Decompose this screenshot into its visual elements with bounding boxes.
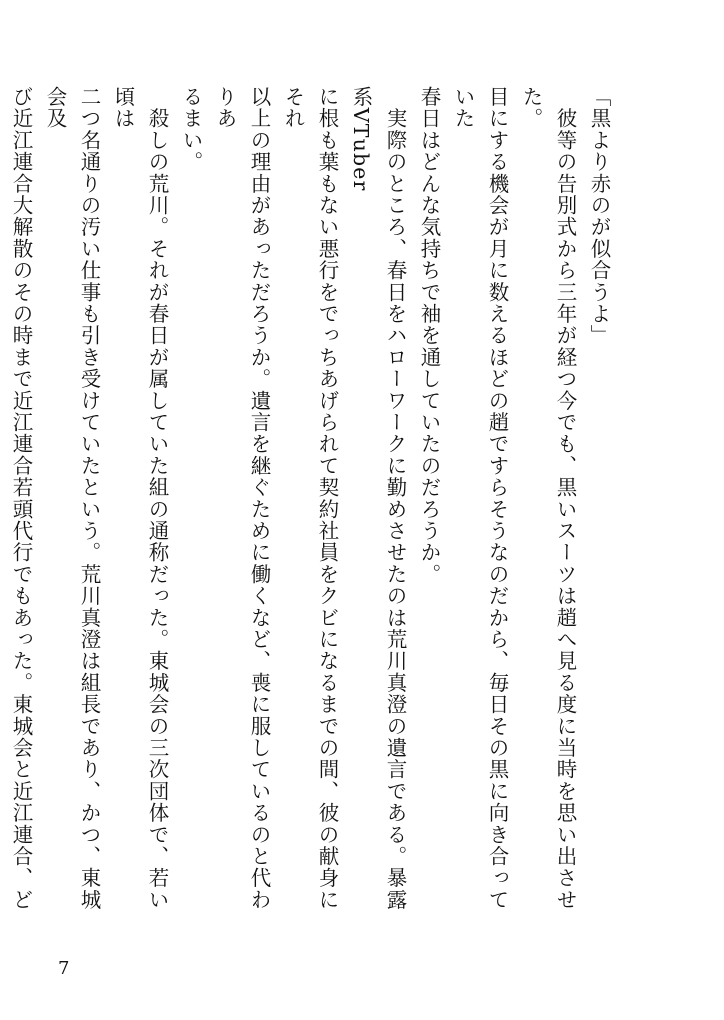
- vertical-text-body: [9, 86, 616, 926]
- paragraph-3: 殺しの荒川。それが春日が属していた組の通称だった。東城会の三次団体で、若い頃は 二つ名通りの汚い仕事も引き受けていたという。荒川真澄は組長であり、かつ、東城会及 び近江連合大解散のその時まで近江連合若頭代行でもあった。東城会と近江連合、ど: [9, 86, 169, 911]
- paragraph-dialogue: 「黒より赤のが似合うよ」: [587, 86, 611, 347]
- paragraph-1: 彼等の告別式から三年が経つ今でも、黒いスーツは趙へ見る度に当時を思い出させた。 目にする機会が月に数えるほどの趙ですらそうなのだから、毎日その黒に向き合っていた 春日はどんな気持ちで袖を通していたのだろうか。: [417, 86, 577, 911]
- page-number: 7: [58, 958, 70, 979]
- paragraph-2: 実際のところ、春日をハローワークに勤めさせたのは荒川真澄の遺言である。暴露系VTuber に根も葉もない悪行をでっちあげられて契約社員をクビになるまでの間、彼の献身にそれ 以上の理由があっただろうか。遺言を継ぐために働くなど、喪に服しているのと代わりあ るまい。: [179, 86, 407, 911]
